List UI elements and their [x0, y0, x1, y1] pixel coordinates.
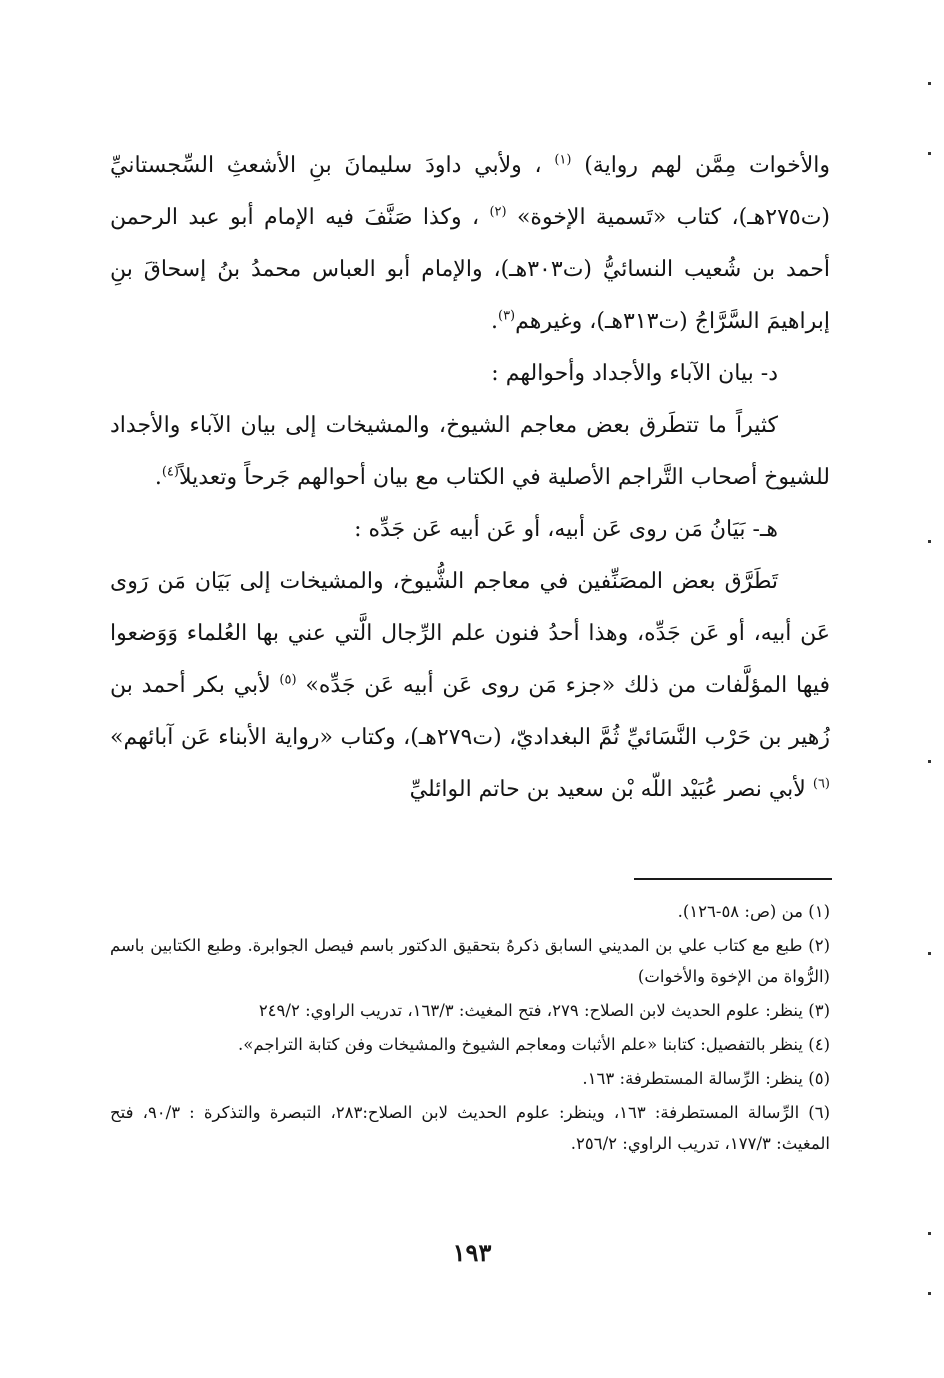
footnote-2: (٢) طبع مع كتاب علي بن المديني السابق ذكرهُ بتحقيق الدكتور باسم فيصل الجوابرة. وطبع الكتابين باسم (الرُّواة من الإخوة والأخوات) [110, 936, 830, 986]
main-text [110, 140, 830, 816]
paragraph-siblings [110, 140, 830, 348]
paragraph-text: لأبي بكر أحمد بن زُهير بن حَرْب النَّسَائيِّ ثُمَّ البغداديّ، (ت٢٧٩هـ)، وكتاب «رواية الأبناء عَن آبائهم» [110, 673, 830, 750]
section-heading-h [110, 504, 830, 556]
scan-mark [928, 1232, 931, 1235]
footnote-ref-4[interactable]: (٤) [161, 464, 179, 480]
footnote-4: (٤) ينظر بالتفصيل: كتابنا «علم الأثبات ومعاجم الشيوخ والمشيخات وفن كتابة التراجم». [238, 1035, 830, 1054]
footnote-ref-1[interactable]: (١) [554, 152, 572, 168]
footnote-separator [634, 878, 832, 880]
scan-mark [928, 540, 931, 543]
paragraph-text: ، ولأبي داودَ سليمانَ بنِ الأشعثِ السِّجستانيِّ (ت٢٧٥هـ)، كتاب «تَسمية الإخوة» [110, 153, 830, 230]
footnote-ref-3[interactable]: (٣) [497, 308, 516, 324]
paragraph-text: . [154, 465, 162, 490]
footnote-6: (٦) الرِّسالة المستطرفة: ١٦٣، وينظر: علوم الحديث لابن الصلاح:٢٨٣، التبصرة والتذكرة : ٩٠/٣، فتح المغيث: ١٧٧/٣، تدريب الراوي: ٢٥٦/٢. [110, 1103, 830, 1153]
scan-mark [928, 952, 931, 955]
footnote-1: (١) من (ص: ٥٨-١٢٦). [677, 902, 830, 921]
footnote-ref-6[interactable]: (٦) [812, 776, 830, 792]
paragraph-fathers [110, 400, 830, 504]
scan-mark [928, 82, 931, 85]
paragraph-text: لأبي نصر عُبَيْد اللّه بْن سعيد بن حاتم الوائليِّ [409, 777, 806, 802]
footnote-ref-2[interactable]: (٢) [489, 204, 507, 220]
paragraph-text: تَطَرَّق بعض المصَنِّفين في معاجم الشُّيوخ، والمشيخات إلى بَيَان مَن رَوى عَن أبيه، أو عَن جَدِّه، وهذا أحدُ فنون علم الرِّجال الَّتي عني بها العُلماء وَوَضعوا فيها المؤلَّفات من ذلك «جزء مَن روى عَن أبيه عَن جَدِّه» [110, 569, 831, 698]
footnotes [110, 896, 830, 1162]
scan-mark [928, 1292, 931, 1295]
paragraph-text: والأخوات مِمَّن لهم رواية) [584, 153, 831, 178]
paragraph-text: كثيراً ما تتطَرق بعض معاجم الشيوخ، والمشيخات إلى بيان الآباء والأجداد للشيوخ أصحاب التَّراجم الأصلية في الكتاب مع بيان أحوالهم جَرحاً وتعديلاً [110, 413, 830, 490]
paragraph-text: . [490, 309, 498, 334]
footnote-ref-5[interactable]: (٥) [279, 672, 297, 688]
footnote-3: (٣) ينظر: علوم الحديث لابن الصلاح: ٢٧٩، فتح المغيث: ١٦٣/٣، تدريب الراوي: ٢٤٩/٢ [258, 1001, 830, 1020]
section-heading-d [110, 348, 830, 400]
heading-text: هـ- بَيَانُ مَن روى عَن أبيه، أو عَن أبيه عَن جَدِّه : [354, 517, 778, 542]
scan-mark [928, 152, 931, 155]
footnote-5: (٥) ينظر: الرِّسالة المستطرفة: ١٦٣. [582, 1069, 830, 1088]
paragraph-text: ، وكذا صَنَّفَ فيه الإمام أبو عبد الرحمن أحمد بن شُعيب النسائيُّ (ت٣٠٣هـ)، والإمام أبو العباس محمدُ بنُ إسحاقَ بنِ إبراهيمَ السَّرَّاجُ (ت٣١٣هـ)، وغيرهم [110, 205, 830, 334]
scan-mark [928, 760, 931, 763]
page-number: ١٩٣ [452, 1238, 492, 1267]
heading-text: د- بيان الآباء والأجداد وأحوالهم : [491, 361, 778, 386]
paragraph-narrators [110, 556, 830, 816]
